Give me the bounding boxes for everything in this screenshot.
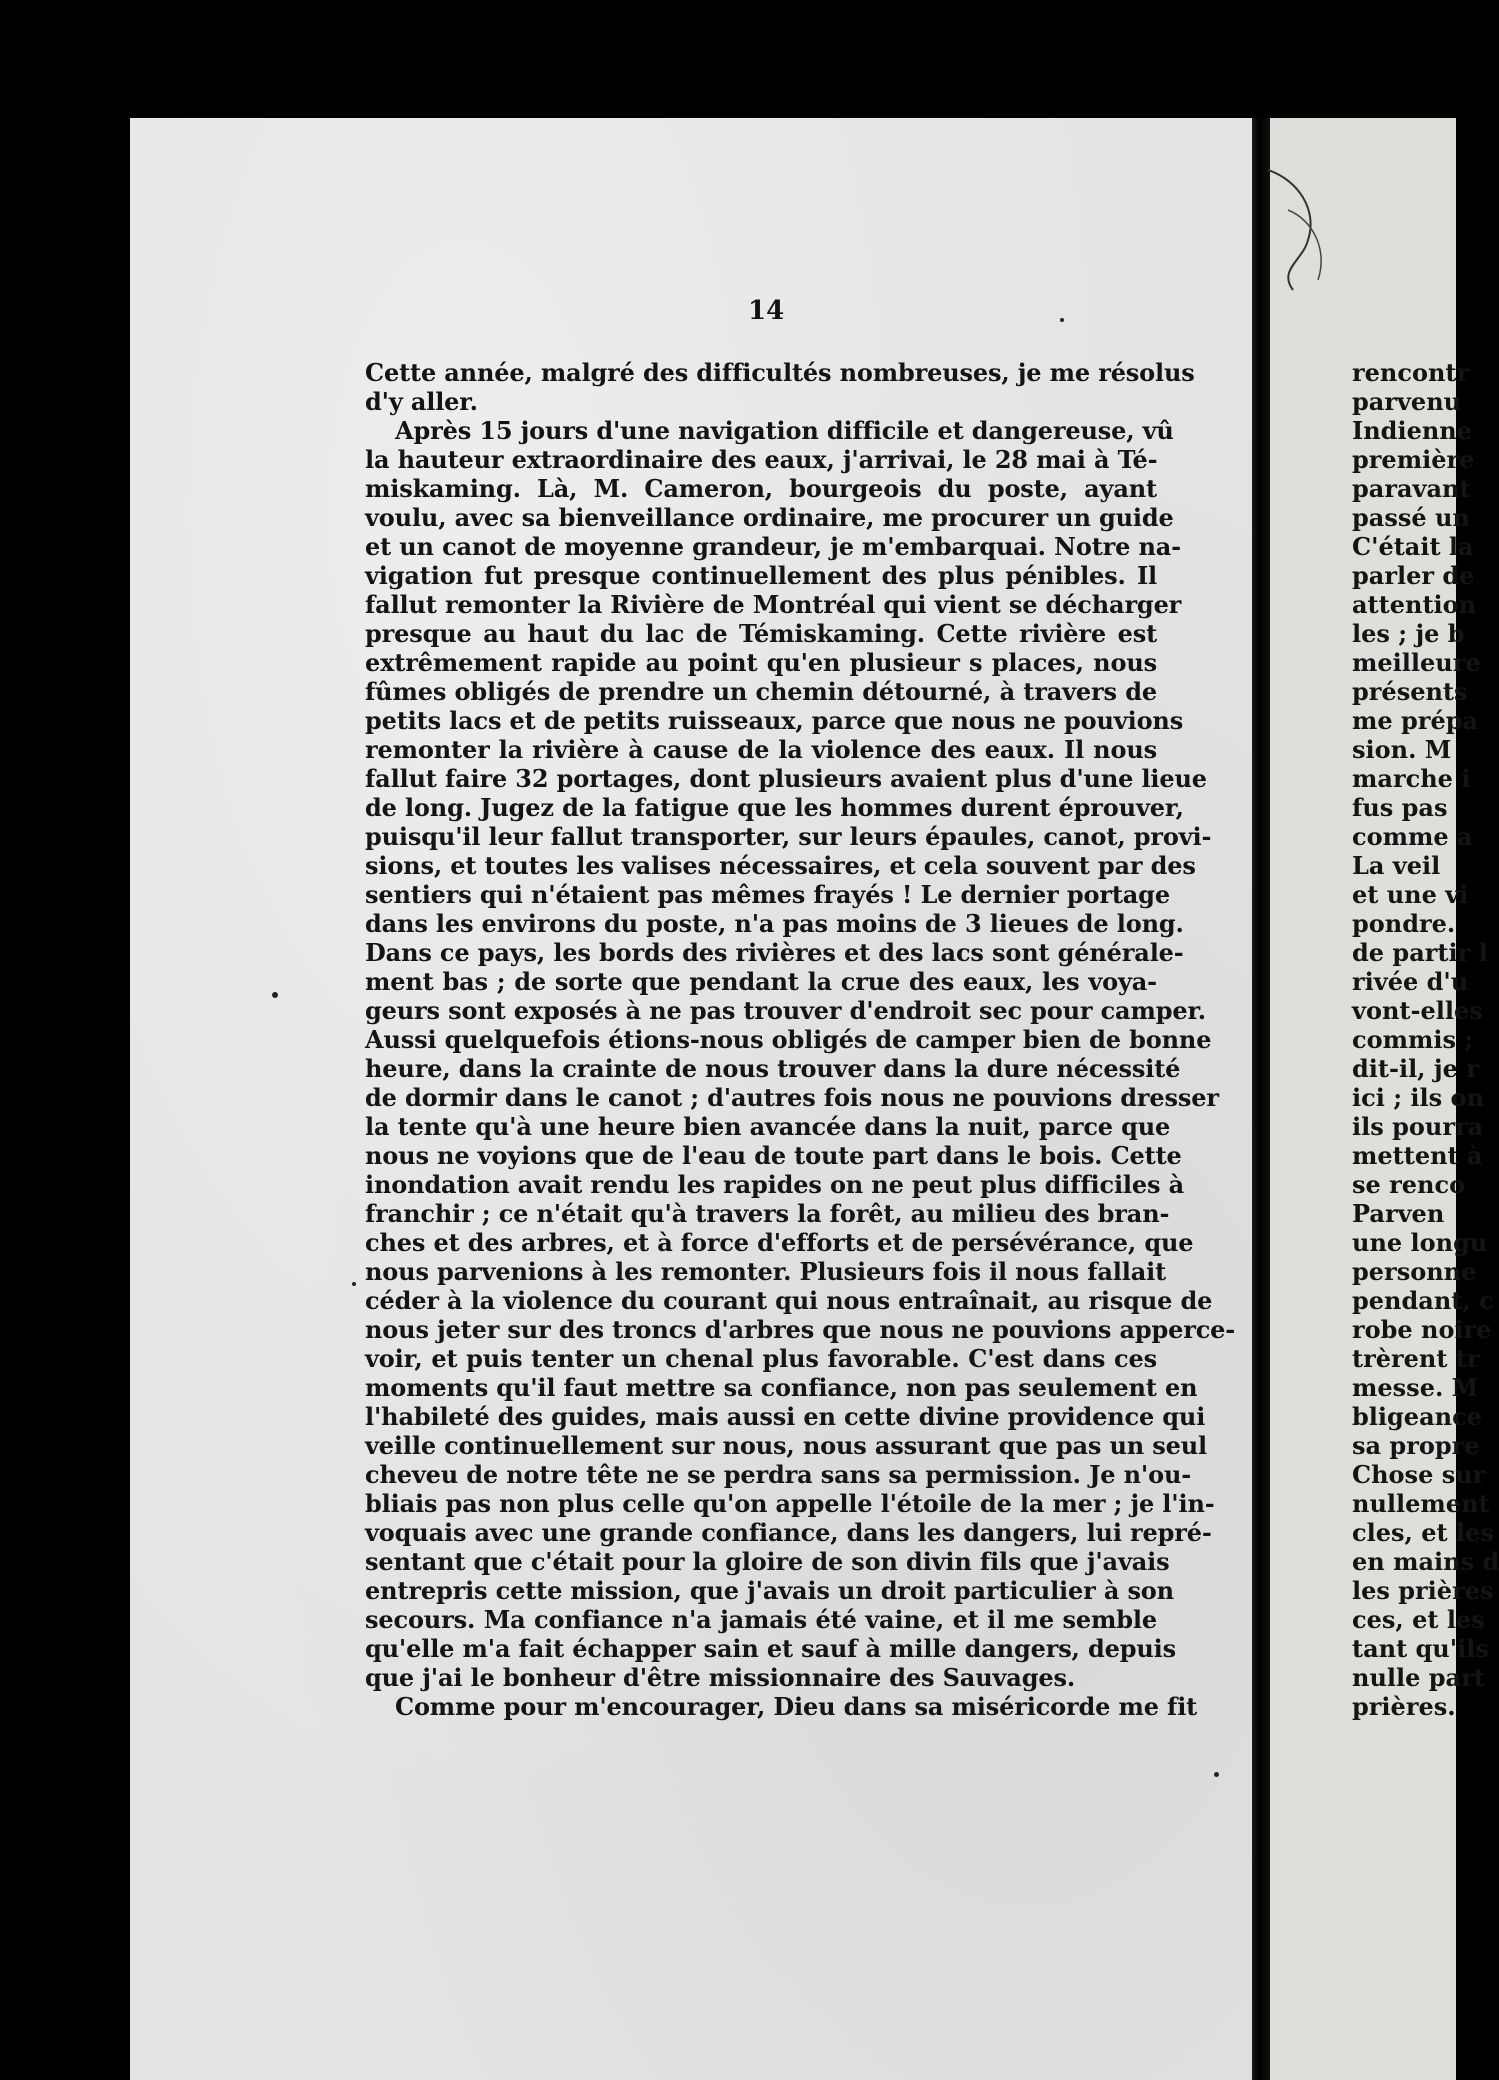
text-line: geurs sont exposés à ne pas trouver d'endroit sec pour camper. (365, 996, 1206, 1025)
ink-speck (1060, 318, 1064, 322)
right-text-line: parvenu (1352, 387, 1462, 416)
right-text-line: commis ; (1352, 1025, 1474, 1054)
text-line: de long. Jugez de la fatigue que les hommes durent éprouver, (365, 793, 1184, 822)
text-line: heure, dans la crainte de nous trouver dans la dure nécessité (365, 1054, 1181, 1083)
text-line: que j'ai le bonheur d'être missionnaire des Sauvages. (365, 1663, 1076, 1692)
right-text-line: bligeance (1352, 1402, 1482, 1431)
text-line: veille continuellement sur nous, nous assurant que pas un seul (365, 1431, 1208, 1460)
right-text-line: meilleure (1352, 648, 1481, 677)
text-line: céder à la violence du courant qui nous entraînait, au risque de (365, 1286, 1213, 1315)
text-line: Aussi quelquefois étions-nous obligés de camper bien de bonne (365, 1025, 1212, 1054)
text-line: moments qu'il faut mettre sa confiance, non pas seulement en (365, 1373, 1198, 1402)
text-line: d'y aller. (365, 387, 478, 416)
right-text-line: robe noire (1352, 1315, 1492, 1344)
right-text-line: C'était la (1352, 532, 1474, 561)
text-line: miskaming. Là, M. Cameron, bourgeois du poste, ayant (365, 474, 1157, 503)
text-line: sions, et toutes les valises nécessaires, et cela souvent par des (365, 851, 1196, 880)
text-line: la hauteur extraordinaire des eaux, j'arrivai, le 28 mai à Té- (365, 445, 1158, 474)
text-line: ches et des arbres, et à force d'efforts et de persévérance, que (365, 1228, 1194, 1257)
right-text-line: attention (1352, 590, 1477, 619)
text-line: petits lacs et de petits ruisseaux, parce que nous ne pouvions (365, 706, 1184, 735)
right-text-line: les ; je b (1352, 619, 1465, 648)
text-line: nous jeter sur des troncs d'arbres que nous ne pouvions apperce- (365, 1315, 1236, 1344)
right-text-line: parler de (1352, 561, 1475, 590)
right-text-line: Parven (1352, 1199, 1445, 1228)
text-line: voquais avec une grande confiance, dans les dangers, lui repré- (365, 1518, 1212, 1547)
right-text-line: ici ; ils on (1352, 1083, 1484, 1112)
right-text-line: nulle part (1352, 1663, 1485, 1692)
right-text-line: paravant (1352, 474, 1471, 503)
right-text-line: pendant, c (1352, 1286, 1494, 1315)
text-line: inondation avait rendu les rapides on ne peut plus difficiles à (365, 1170, 1184, 1199)
text-line: bliais pas non plus celle qu'on appelle l'étoile de la mer ; je l'in- (365, 1489, 1215, 1518)
ink-speck (1214, 1772, 1219, 1777)
ink-speck (352, 1282, 356, 1286)
right-text-line: de partir l (1352, 938, 1488, 967)
right-text-line: personne (1352, 1257, 1477, 1286)
right-text-line: messe. M (1352, 1373, 1479, 1402)
right-text-line: pondre. (1352, 909, 1456, 938)
right-text-line: mettent à (1352, 1141, 1483, 1170)
right-text-line: La veil (1352, 851, 1441, 880)
text-line: sentant que c'était pour la gloire de son divin fils que j'avais (365, 1547, 1170, 1576)
text-line: entrepris cette mission, que j'avais un droit particulier à son (365, 1576, 1174, 1605)
right-text-line: une longu (1352, 1228, 1488, 1257)
text-line: qu'elle m'a fait échapper sain et sauf à mille dangers, depuis (365, 1634, 1176, 1663)
text-line: Après 15 jours d'une navigation difficile et dangereuse, vû (395, 416, 1174, 445)
text-line: la tente qu'à une heure bien avancée dans la nuit, parce que (365, 1112, 1171, 1141)
right-text-line: sa propre (1352, 1431, 1480, 1460)
text-line: extrêmement rapide au point qu'en plusieur s places, nous (365, 648, 1157, 677)
right-text-line: première (1352, 445, 1475, 474)
text-line: voir, et puis tenter un chenal plus favorable. C'est dans ces (365, 1344, 1157, 1373)
right-text-line: se renco (1352, 1170, 1466, 1199)
text-line: Cette année, malgré des difficultés nombreuses, je me résolus (365, 358, 1195, 387)
text-line: nous ne voyions que de l'eau de toute part dans le bois. Cette (365, 1141, 1182, 1170)
right-text-line: rivée d'u (1352, 967, 1469, 996)
right-text-line: cles, et les (1352, 1518, 1494, 1547)
right-text-line: prières. (1352, 1692, 1456, 1721)
right-text-line: dit-il, je r (1352, 1054, 1479, 1083)
right-text-line: rencontr (1352, 358, 1470, 387)
body-text (365, 358, 1236, 1721)
right-text-line: présents (1352, 677, 1468, 706)
right-text-line: Chose sur (1352, 1460, 1486, 1489)
right-text-line: et une vi (1352, 880, 1469, 909)
right-text-line: comme a (1352, 822, 1473, 851)
text-line: secours. Ma confiance n'a jamais été vaine, et il me semble (365, 1605, 1157, 1634)
right-text-line: les prières (1352, 1576, 1494, 1605)
text-line: cheveu de notre tête ne se perdra sans sa permission. Je n'ou- (365, 1460, 1192, 1489)
right-text-line: me prépa (1352, 706, 1479, 735)
text-line: Dans ce pays, les bords des rivières et des lacs sont générale- (365, 938, 1184, 967)
text-line: sentiers qui n'étaient pas mêmes frayés ! Le dernier portage (365, 880, 1170, 909)
text-line: de dormir dans le canot ; d'autres fois nous ne pouvions dresser (365, 1083, 1219, 1112)
text-line: fûmes obligés de prendre un chemin détourné, à travers de (365, 677, 1157, 706)
right-text-line: sion. M (1352, 735, 1452, 764)
text-line: vigation fut presque continuellement des plus pénibles. Il (365, 561, 1157, 590)
text-line: presque au haut du lac de Témiskaming. Cette rivière est (365, 619, 1157, 648)
text-line: franchir ; ce n'était qu'à travers la forêt, au milieu des bran- (365, 1199, 1170, 1228)
text-line: l'habileté des guides, mais aussi en cette divine providence qui (365, 1402, 1206, 1431)
ink-speck (272, 992, 278, 998)
right-text-line: ils pourra (1352, 1112, 1484, 1141)
page-number: 14 (748, 296, 785, 326)
text-line: dans les environs du poste, n'a pas moins de 3 lieues de long. (365, 909, 1184, 938)
text-line: nous parvenions à les remonter. Plusieurs fois il nous fallait (365, 1257, 1167, 1286)
text-line: et un canot de moyenne grandeur, je m'embarquai. Notre na- (365, 532, 1181, 561)
text-line: remonter la rivière à cause de la violence des eaux. Il nous (365, 735, 1157, 764)
scan-border (0, 0, 1456, 118)
text-line: Comme pour m'encourager, Dieu dans sa miséricorde me fit (395, 1692, 1198, 1721)
right-text-line: nullement (1352, 1489, 1490, 1518)
right-text-line: fus pas (1352, 793, 1448, 822)
text-line: fallut remonter la Rivière de Montréal qui vient se décharger (365, 590, 1182, 619)
right-text-line: Indienne (1352, 416, 1473, 445)
text-line: voulu, avec sa bienveillance ordinaire, me procurer un guide (365, 503, 1174, 532)
right-text-line: marche i (1352, 764, 1471, 793)
text-line: puisqu'il leur fallut transporter, sur leurs épaules, canot, provi- (365, 822, 1212, 851)
right-text-line: en mains d (1352, 1547, 1499, 1576)
text-line: ment bas ; de sorte que pendant la crue des eaux, les voya- (365, 967, 1157, 996)
text-line: fallut faire 32 portages, dont plusieurs avaient plus d'une lieue (365, 764, 1207, 793)
thread-mark-icon (1258, 150, 1338, 300)
right-text-line: trèrent tr (1352, 1344, 1480, 1373)
right-text-line: passé un (1352, 503, 1470, 532)
book-gutter (1252, 118, 1270, 2080)
right-text-line: vont-elles (1352, 996, 1483, 1025)
right-text-line: tant qu'ils (1352, 1634, 1489, 1663)
right-page-text (1352, 358, 1499, 1721)
right-text-line: ces, et les (1352, 1605, 1485, 1634)
